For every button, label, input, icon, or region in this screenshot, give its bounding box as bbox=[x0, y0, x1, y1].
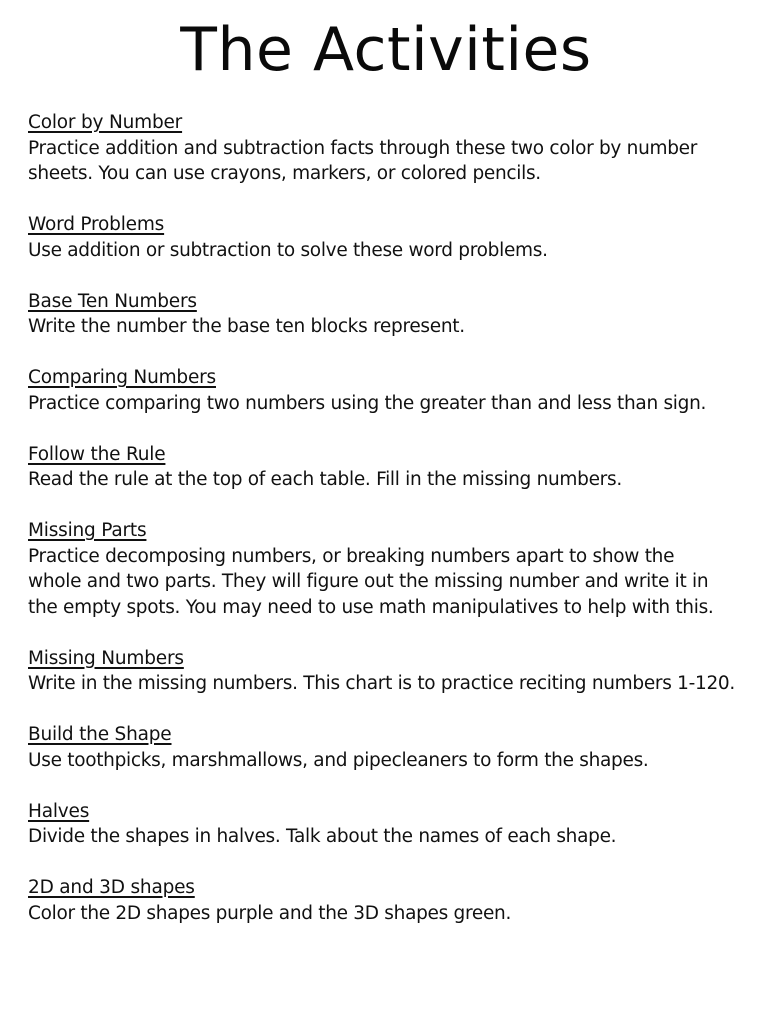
activity-heading: Word Problems bbox=[28, 214, 165, 235]
activity-description bbox=[28, 901, 744, 927]
activity-heading: Follow the Rule bbox=[28, 443, 166, 465]
activity-heading: Halves bbox=[28, 800, 90, 822]
activity-item bbox=[28, 212, 744, 263]
activity-description bbox=[28, 314, 744, 340]
description-line: whole and two parts. They will figure out the missing number and write it in bbox=[28, 571, 709, 592]
activity-item bbox=[28, 289, 744, 340]
activity-heading: 2D and 3D shapes bbox=[28, 877, 195, 898]
activity-list bbox=[28, 110, 744, 926]
description-line: Practice decomposing numbers, or breaking numbers apart to show the bbox=[28, 545, 675, 567]
activity-item bbox=[28, 722, 744, 773]
activity-heading: Base Ten Numbers bbox=[28, 290, 197, 312]
activity-heading: Comparing Numbers bbox=[28, 367, 216, 388]
description-line: Read the rule at the top of each table. Fill in the missing numbers. bbox=[28, 469, 622, 490]
activity-description bbox=[28, 391, 744, 417]
page-title: The Activities bbox=[180, 15, 592, 85]
activity-item bbox=[28, 518, 744, 620]
activity-description bbox=[28, 824, 744, 850]
activity-description bbox=[28, 671, 744, 697]
activity-item bbox=[28, 365, 744, 416]
description-line: Practice addition and subtraction facts through these two color by number bbox=[28, 137, 698, 159]
activity-description bbox=[28, 467, 744, 493]
description-line: the empty spots. You may need to use math manipulatives to help with this. bbox=[28, 596, 714, 618]
activity-heading: Missing Numbers bbox=[28, 647, 184, 669]
activity-description bbox=[28, 544, 744, 621]
activity-item bbox=[28, 442, 744, 493]
activity-item bbox=[28, 646, 744, 697]
activity-heading: Color by Number bbox=[28, 112, 183, 133]
activity-item bbox=[28, 110, 744, 187]
description-line: Divide the shapes in halves. Talk about the names of each shape. bbox=[28, 826, 617, 847]
activity-description bbox=[28, 136, 744, 187]
description-line: Practice comparing two numbers using the greater than and less than sign. bbox=[28, 392, 707, 414]
activity-heading: Build the Shape bbox=[28, 724, 172, 745]
activity-description bbox=[28, 748, 744, 774]
description-line: Write the number the base ten blocks represent. bbox=[28, 316, 465, 337]
description-line: sheets. You can use crayons, markers, or colored pencils. bbox=[28, 163, 541, 184]
description-line: Color the 2D shapes purple and the 3D shapes green. bbox=[28, 902, 512, 924]
description-line: Write in the missing numbers. This chart is to practice reciting numbers 1-120. bbox=[28, 673, 735, 694]
activity-item bbox=[28, 799, 744, 850]
activity-description bbox=[28, 238, 744, 264]
description-line: Use toothpicks, marshmallows, and pipecleaners to form the shapes. bbox=[28, 749, 649, 771]
description-line: Use addition or subtraction to solve these word problems. bbox=[28, 239, 548, 261]
activity-item bbox=[28, 875, 744, 926]
activity-heading: Missing Parts bbox=[28, 520, 147, 541]
